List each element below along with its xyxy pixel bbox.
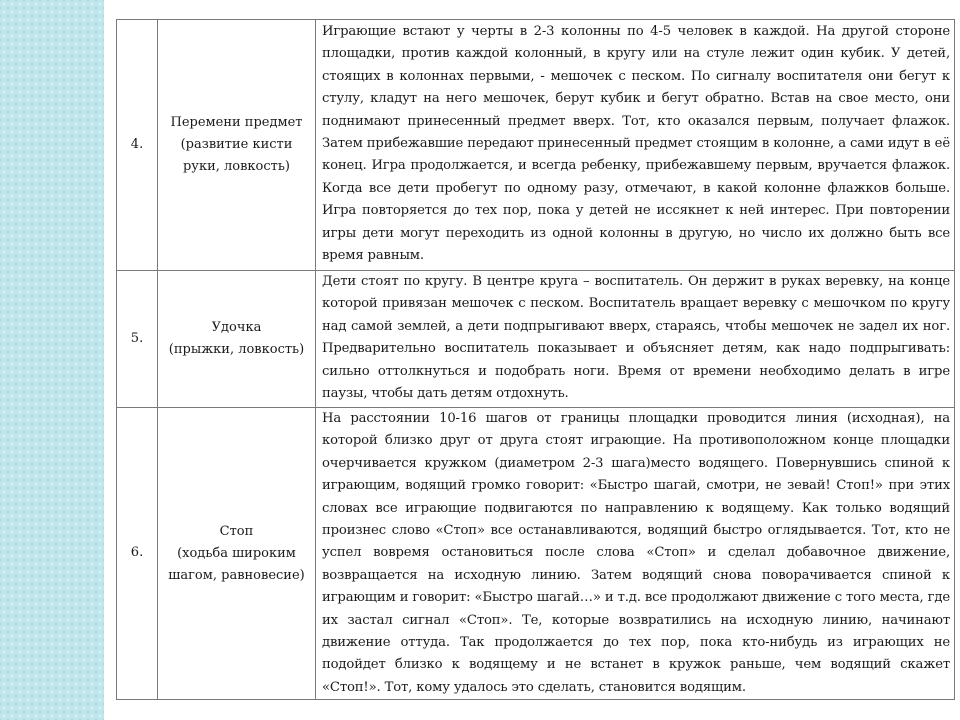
game-subtitle: (ходьба широким шагом, равновесие) <box>168 545 305 583</box>
table-row <box>117 20 955 271</box>
game-name-cell <box>158 20 316 271</box>
game-name-cell <box>158 271 316 408</box>
table-row <box>117 408 955 700</box>
row-number: 5. <box>117 271 158 408</box>
game-subtitle: (развитие кисти руки, ловкость) <box>180 137 293 174</box>
table-row <box>117 271 955 408</box>
games-table-container <box>116 19 955 700</box>
game-description-cell <box>316 271 955 408</box>
decorative-side-strip <box>0 0 104 720</box>
game-name-cell <box>158 408 316 700</box>
row-number: 4. <box>117 20 158 271</box>
game-subtitle: (прыжки, ловкость) <box>168 342 305 357</box>
game-description: На расстоянии 10-16 шагов от границы площадки проводится линия (исходная), на которой близко друг от друга стоят играющие. На противоположном конце площадки очерчивается кружком (диаметром 2-3 шага)место водящего. Повернувшись спиной к играющим, водящий громко говорит: «Быстро шагай, смотри, не зевай! Стоп!» при этих словах все играющие подвигаются по направлению к водящему. Как только водящий произнес слово «Стоп» все останавливаются, водящий быстро оглядывается. Тот, кто не успел вовремя остановиться после слова «Стоп» и сделал добавочное движение, возвращается на исходную линию. Затем водящий снова поворачивается спиной к играющим и говорит: «Быстро шагай…» и т.д. все продолжают движение с того места, где их застал сигнал «Стоп». Те, которые возвратились на исходную линию, начинают движение оттуда. Так продолжается до тех пор, пока кто-нибудь из играющих не подойдет близко к водящему и не встанет в кружок раньше, чем водящий скажет «Стоп!». Тот, кому удалось это сделать, становится водящим. <box>322 411 950 695</box>
games-table <box>116 19 955 700</box>
game-description-cell <box>316 408 955 700</box>
game-title: Стоп <box>219 523 254 539</box>
game-description: Играющие встают у черты в 2-3 колонны по 4-5 человек в каждой. На другой стороне площадки, против каждой колонный, в кругу или на стуле лежит один кубик. У детей, стоящих в колоннах первыми, - мешочек с песком. По сигналу воспитателя они бегут к стулу, кладут на него мешочек, берут кубик и бегут обратно. Встав на свое место, они поднимают принесенный предмет вверх. Тот, кто оказался первым, получает флажок. Затем прибежавшие передают принесенный предмет стоящим в колонне, а сами идут в её конец. Игра продолжается, и всегда ребенку, прибежавшему первым, вручается флажок. Когда все дети пробегут по одному разу, отмечают, в какой колонне флажков больше. Игра повторяется до тех пор, пока у детей не иссякнет к ней интерес. При повторении игры дети могут переходить из одной колонны в другую, но число их должно быть все время равным. <box>322 24 950 264</box>
game-title: Удочка <box>211 320 262 335</box>
game-description: Дети стоят по кругу. В центре круга – воспитатель. Он держит в руках веревку, на конце которой привязан мешочек с песком. Воспитатель вращает веревку с мешочком по кругу над самой землей, а дети подпрыгивают вверх, стараясь, чтобы мешочек не задел их ног. Предварительно воспитатель показывает и объясняет детям, как надо подпрыгивать: сильно оттолкнуться и подобрать ноги. Время от времени необходимо делать в игре паузы, чтобы дать детям отдохнуть. <box>322 274 950 402</box>
game-description-cell <box>316 20 955 271</box>
row-number: 6. <box>117 408 158 700</box>
game-title: Перемени предмет <box>170 115 303 130</box>
